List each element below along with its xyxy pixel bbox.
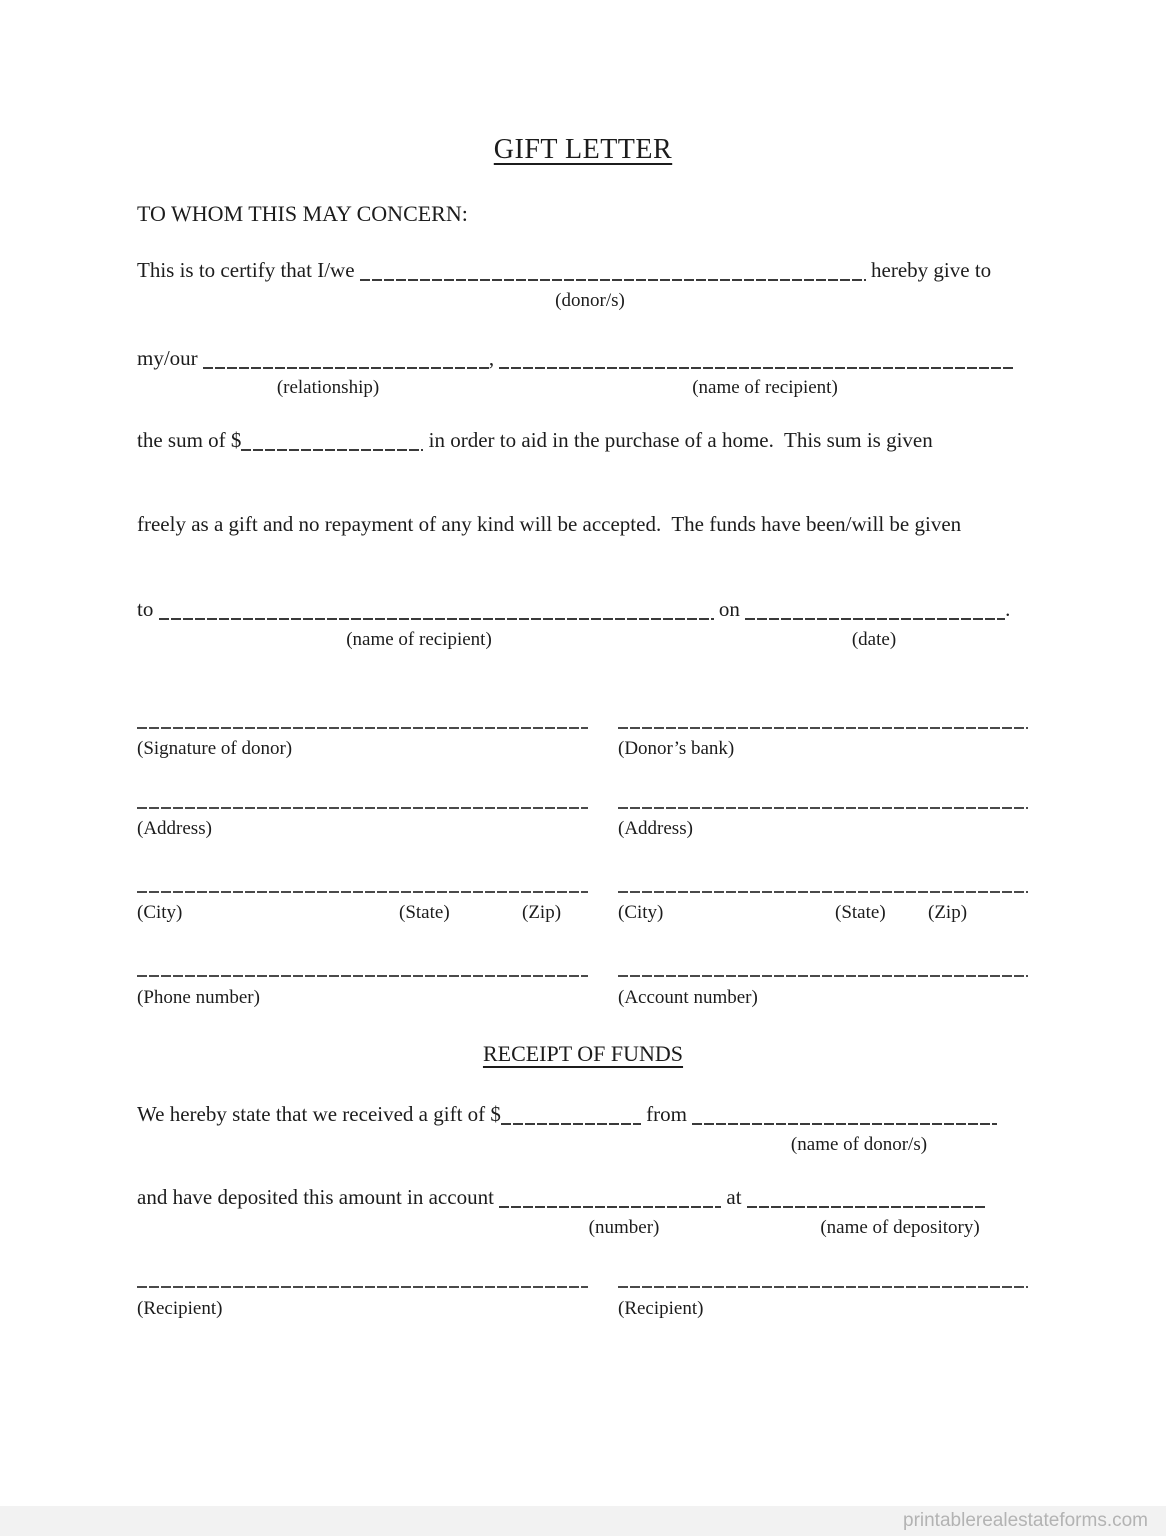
given-text-middle: on bbox=[713, 597, 746, 621]
certify-text-before: This is to certify that I/we bbox=[137, 258, 360, 282]
receipt-section-title: RECEIPT OF FUNDS bbox=[482, 1041, 684, 1066]
relationship-blank bbox=[203, 367, 489, 369]
donor-bank-label: (Donor’s bank) bbox=[618, 738, 735, 759]
sum-line bbox=[137, 427, 933, 453]
given-line bbox=[137, 596, 1010, 622]
donor-address-label: (Address) bbox=[137, 818, 212, 839]
donor-blank-label: (donor/s) bbox=[555, 290, 625, 311]
given-date-blank bbox=[745, 618, 1005, 620]
recipient-left-label: (Recipient) bbox=[137, 1298, 223, 1319]
bank-zip-label: (Zip) bbox=[928, 902, 968, 923]
bank-address-line bbox=[618, 807, 1028, 809]
donor-signature-label: (Signature of donor) bbox=[137, 738, 293, 759]
account-number-line bbox=[618, 975, 1028, 977]
sum-text-after: in order to aid in the purchase of a home. This sum is given bbox=[423, 428, 933, 452]
relationship-line bbox=[137, 345, 1014, 371]
sum-amount-blank bbox=[241, 449, 423, 451]
footer-website-link[interactable]: printablerealestateforms.com bbox=[903, 1510, 1148, 1531]
bank-city-label: (City) bbox=[618, 902, 664, 923]
sum-text-before: the sum of $ bbox=[137, 428, 242, 452]
account-number-label: (Account number) bbox=[618, 987, 758, 1008]
phone-number-line bbox=[137, 975, 588, 977]
received-amount-blank bbox=[501, 1123, 641, 1125]
given-text-before: to bbox=[137, 597, 159, 621]
received-donor-blank bbox=[692, 1123, 997, 1125]
relationship-text-before: my/our bbox=[137, 346, 203, 370]
gift-statement-line: freely as a gift and no repayment of any kind will be accepted. The funds have been/will be given bbox=[137, 512, 962, 536]
deposit-line bbox=[137, 1184, 987, 1210]
footer-bar bbox=[0, 1506, 1166, 1536]
received-text-middle: from bbox=[640, 1102, 693, 1126]
page-title: GIFT LETTER bbox=[493, 134, 673, 165]
donor-state-label: (State) bbox=[399, 902, 450, 923]
given-recipient-blank bbox=[159, 618, 714, 620]
deposit-number-label: (number) bbox=[588, 1217, 660, 1238]
deposit-depository-label: (name of depository) bbox=[820, 1217, 980, 1238]
salutation: TO WHOM THIS MAY CONCERN: bbox=[137, 201, 468, 226]
recipient-right-label: (Recipient) bbox=[618, 1298, 704, 1319]
recipient-left-signature-line bbox=[137, 1286, 588, 1288]
deposit-text-middle: at bbox=[721, 1185, 747, 1209]
phone-number-label: (Phone number) bbox=[137, 987, 260, 1008]
bank-state-label: (State) bbox=[835, 902, 886, 923]
certify-text-after: hereby give to bbox=[865, 258, 992, 282]
received-line bbox=[137, 1101, 997, 1127]
donor-city-label: (City) bbox=[137, 902, 183, 923]
bank-address-label: (Address) bbox=[618, 818, 693, 839]
given-recipient-label: (name of recipient) bbox=[346, 629, 492, 650]
donor-bank-line bbox=[618, 727, 1028, 729]
received-donor-label: (name of donor/s) bbox=[790, 1134, 928, 1155]
relationship-comma: , bbox=[488, 346, 500, 370]
donor-zip-label: (Zip) bbox=[522, 902, 562, 923]
given-text-after: . bbox=[1005, 597, 1011, 621]
relationship-blank-label: (relationship) bbox=[276, 377, 380, 398]
received-text-before: We hereby state that we received a gift of $ bbox=[137, 1102, 501, 1126]
donor-city-state-zip-line bbox=[137, 891, 588, 893]
recipient-blank-label: (name of recipient) bbox=[692, 377, 838, 398]
donor-name-blank bbox=[360, 279, 866, 281]
deposit-depository-blank bbox=[747, 1206, 987, 1208]
recipient-name-blank bbox=[499, 367, 1014, 369]
donor-address-line bbox=[137, 807, 588, 809]
deposit-account-blank bbox=[499, 1206, 721, 1208]
donor-signature-line bbox=[137, 727, 588, 729]
given-date-label: (date) bbox=[851, 629, 897, 650]
bank-city-state-zip-line bbox=[618, 891, 1028, 893]
recipient-right-signature-line bbox=[618, 1286, 1028, 1288]
certify-line bbox=[137, 257, 991, 283]
deposit-text-before: and have deposited this amount in account bbox=[137, 1185, 500, 1209]
